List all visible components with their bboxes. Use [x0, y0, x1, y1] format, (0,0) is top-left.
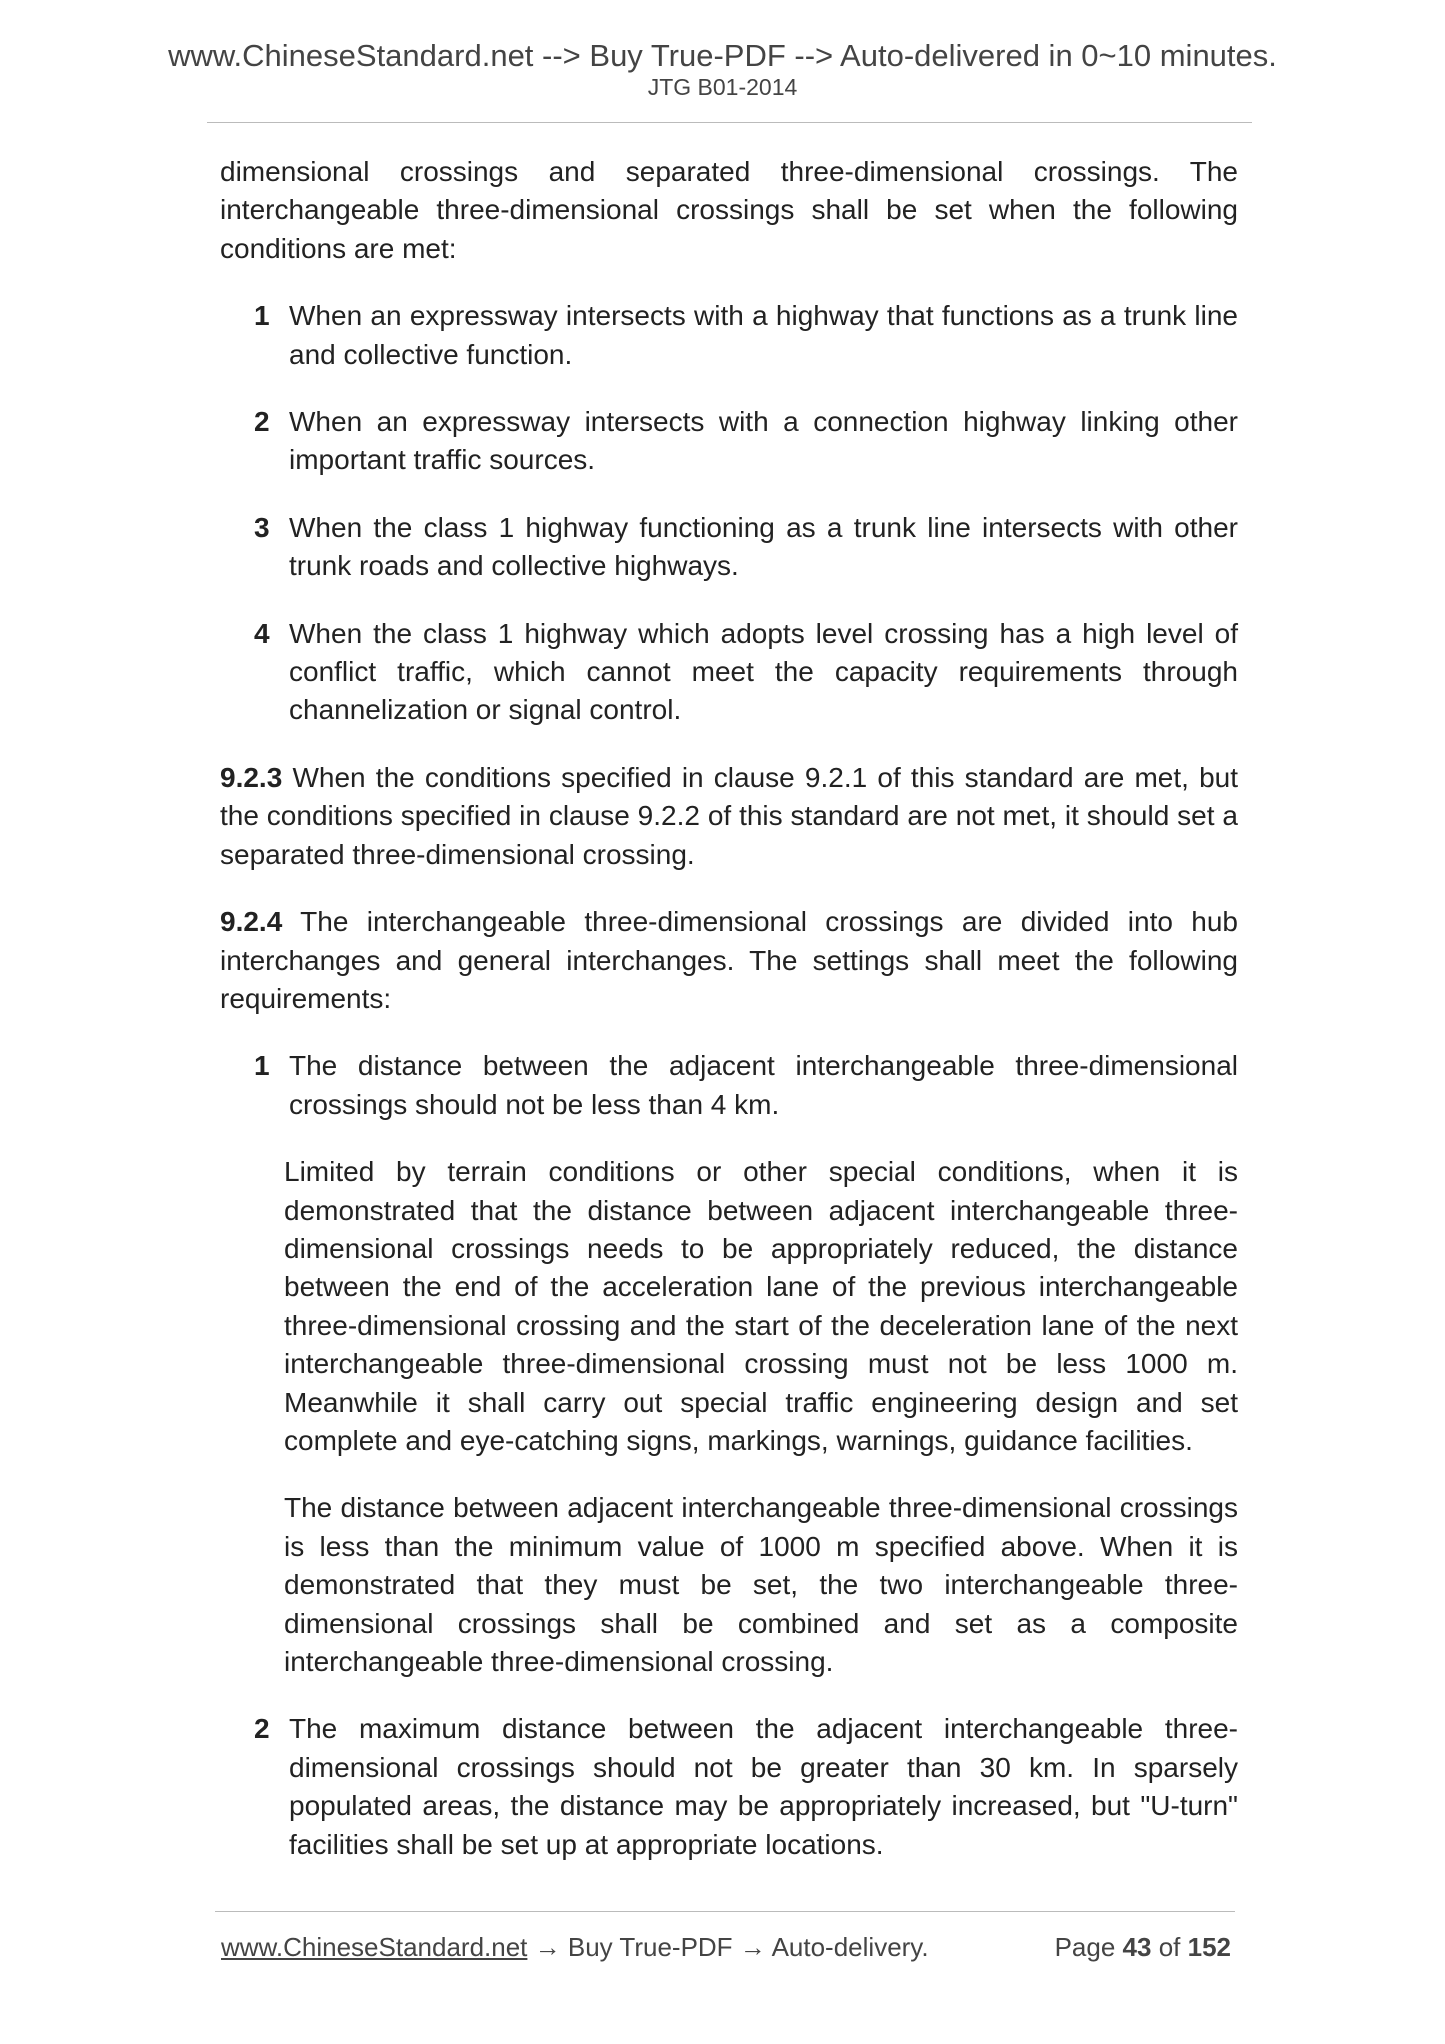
clause-number: 9.2.4 — [220, 906, 283, 938]
list-item-text: When an expressway intersects with a connection highway linking other important traffic sources. — [289, 406, 1238, 476]
list-item-number: 1 — [254, 1050, 270, 1082]
list-item-text: When the class 1 highway functioning as a trunk line intersects with other trunk roads and collective highways. — [289, 511, 1238, 582]
header-divider — [207, 122, 1252, 123]
page-content — [220, 153, 1238, 1893]
list-item-text: The distance between the adjacent interchangeable three-dimensional crossings should not be less than 4 km. — [289, 1050, 1238, 1120]
list-item-number: 3 — [254, 511, 270, 543]
footer-links — [221, 1932, 929, 1963]
clause-text: The interchangeable three-dimensional crossings are divided into hub interchanges and general interchanges. The settings shall meet the following requirements: — [220, 906, 1239, 1014]
list-item-text: When an expressway intersects with a highway that functions as a trunk line and collective function. — [289, 300, 1238, 370]
list-item-number: 2 — [254, 406, 270, 438]
footer-site-link[interactable]: www.ChineseStandard.net — [221, 1932, 528, 1962]
site-banner[interactable]: www.ChineseStandard.net --> Buy True-PDF --> Auto-delivered in 0~10 minutes. — [168, 38, 1277, 73]
intro-paragraph: dimensional crossings and separated three-dimensional crossings. The interchangeable three-dimensional crossings shall be set when the following conditions are met: — [220, 156, 1238, 264]
list-item-number: 1 — [254, 300, 270, 332]
clause-text: When the conditions specified in clause 9.2.1 of this standard are met, but the conditions specified in clause 9.2.2 of this standard are not met, it should set a separated three-dimensional crossing. — [220, 761, 1238, 870]
clause-number: 9.2.3 — [220, 761, 283, 793]
page-total: 152 — [1187, 1932, 1231, 1962]
page-current: 43 — [1122, 1932, 1152, 1962]
list-item-number: 2 — [254, 1713, 270, 1745]
of-label: of — [1158, 1932, 1181, 1962]
list-item-number: 4 — [254, 617, 270, 649]
list-item — [220, 403, 1238, 480]
list-item-text: When the class 1 highway which adopts level crossing has a high level of conflict traffic, which cannot meet the capacity requirements through channelization or signal control. — [289, 617, 1238, 726]
document-code: JTG B01-2014 — [647, 74, 798, 100]
clause-9-2-4 — [220, 903, 1238, 1018]
list-item — [220, 615, 1238, 730]
list-item — [220, 509, 1238, 586]
list-item — [220, 1047, 1238, 1124]
list-item-text: The maximum distance between the adjacent interchangeable three-dimensional crossings should not be greater than 30 km. In sparsely populated areas, the distance may be appropriately increased, but "U-turn" facilities shall be set up at appropriate locations. — [289, 1713, 1238, 1860]
sub-paragraph: The distance between adjacent interchangeable three-dimensional crossings is less than the minimum value of 1000 m specified above. When it is demonstrated that they must be set, the two interchangeable three-dimensional crossings shall be combined and set as a composite interchangeable three-dimensional crossing. — [284, 1492, 1238, 1677]
list-item — [220, 297, 1238, 374]
page-indicator — [1055, 1932, 1231, 1963]
footer-trail: → Buy True-PDF → Auto-delivery. — [527, 1932, 929, 1962]
page-label: Page — [1054, 1932, 1116, 1962]
sub-paragraph: Limited by terrain conditions or other special conditions, when it is demonstrated that the distance between adjacent interchangeable three-dimensional crossings needs to be appropriately reduced, the distance between the end of the acceleration lane of the previous interchangeable three-dimensional crossing and the start of the deceleration lane of the next interchangeable three-dimensional crossing must not be less 1000 m. Meanwhile it shall carry out special traffic engineering design and set complete and eye-catching signs, markings, warnings, guidance facilities. — [284, 1156, 1238, 1456]
list-item — [220, 1710, 1238, 1864]
footer-divider — [215, 1911, 1235, 1912]
clause-9-2-3 — [220, 759, 1238, 874]
